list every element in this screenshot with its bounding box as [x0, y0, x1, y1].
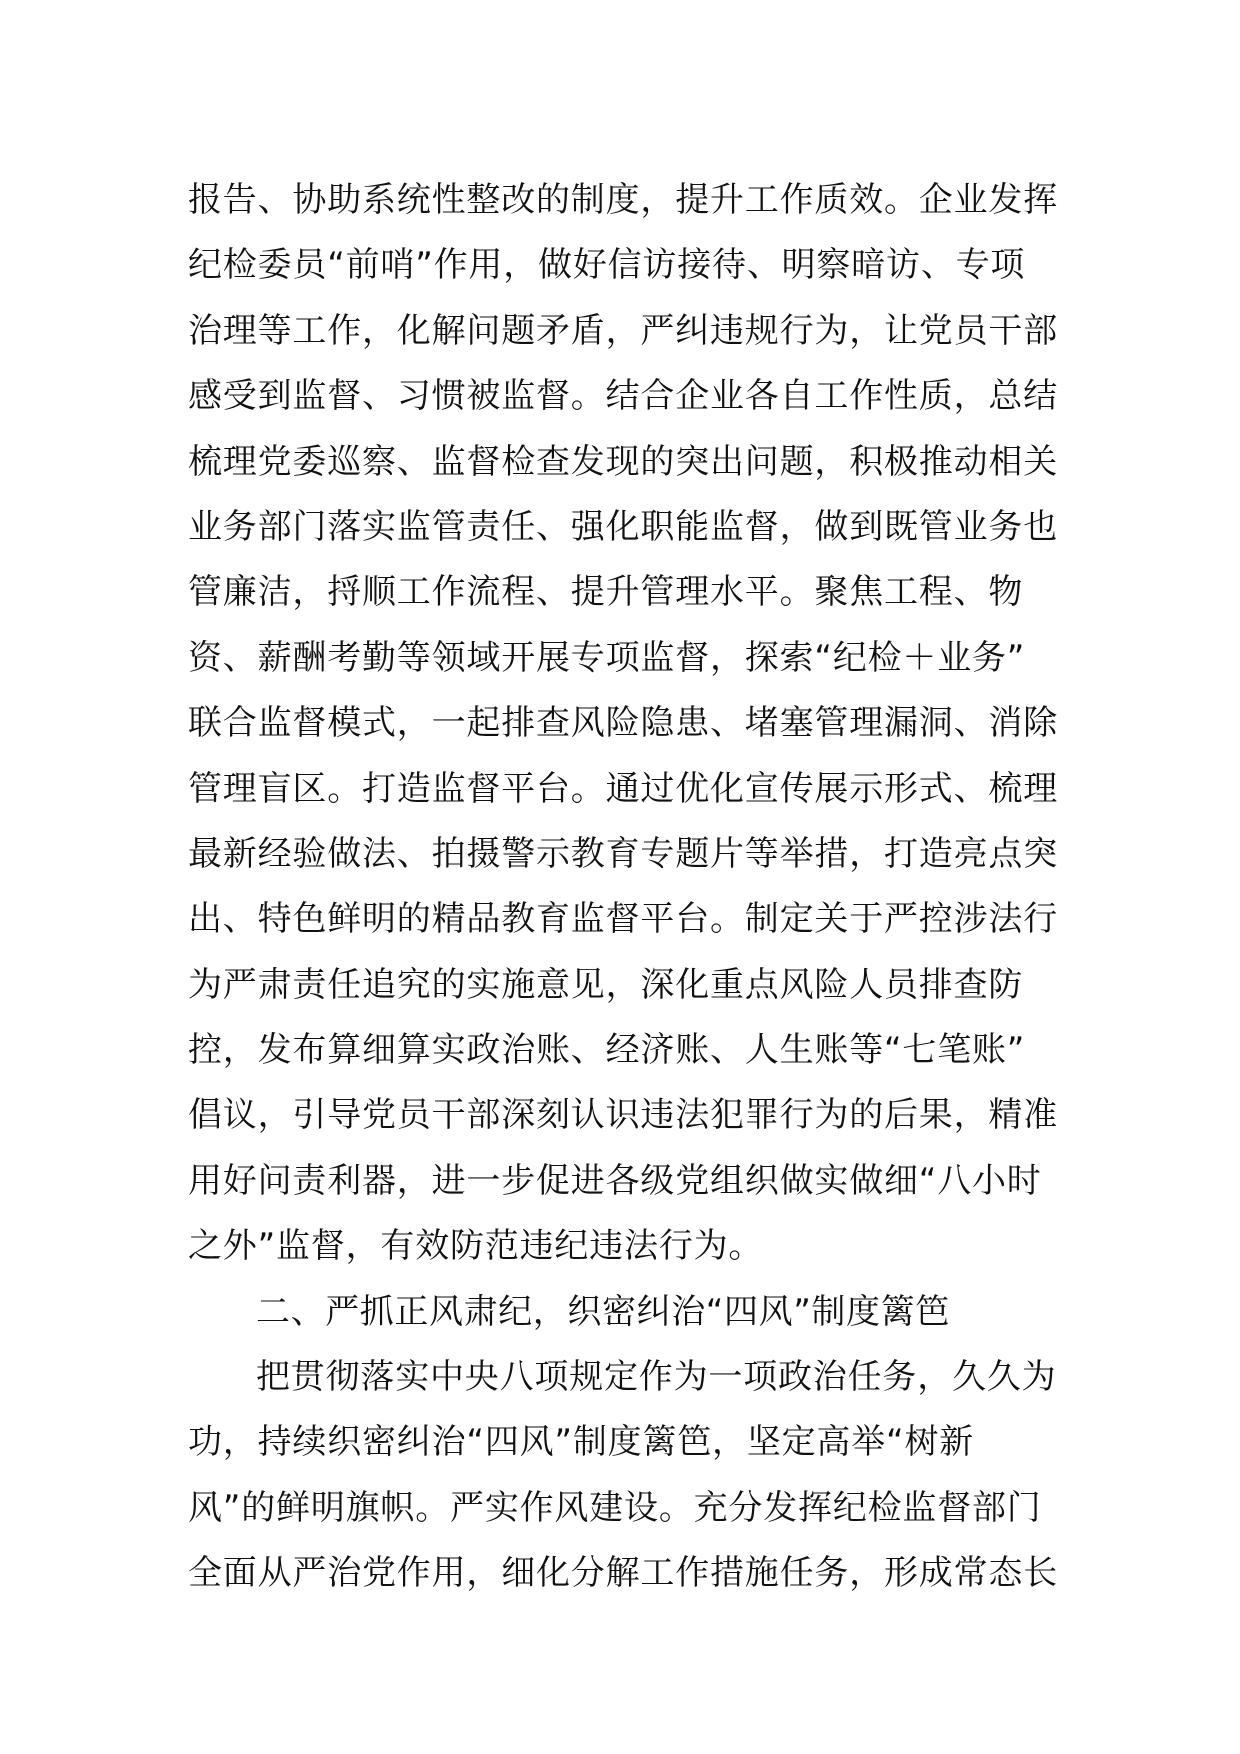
- paragraph-line: 出、特色鲜明的精品教育监督平台。制定关于严控涉法行: [188, 899, 1058, 940]
- paragraph-line: 梳理党委巡察、监督检查发现的突出问题，积极推动相关: [188, 441, 1058, 482]
- paragraph-line: 控，发布算细算实政治账、经济账、人生账等“七笔账”: [188, 1030, 1026, 1071]
- paragraph-line: 倡议，引导党员干部深刻认识违法犯罪行为的后果，精准: [188, 1095, 1058, 1136]
- document-body: [188, 168, 1058, 1607]
- paragraph-line: 业务部门落实监管责任、强化职能监督，做到既管业务也: [188, 506, 1058, 547]
- paragraph-line: 资、薪酬考勤等领域开展专项监督，探索“纪检＋业务”: [188, 637, 1026, 678]
- paragraph-line: 全面从严治党作用，细化分解工作措施任务，形成常态长: [188, 1553, 1058, 1594]
- paragraph-line: 感受到监督、习惯被监督。结合企业各自工作性质，总结: [188, 376, 1058, 417]
- paragraph-line: 联合监督模式，一起排查风险隐患、堵塞管理漏洞、消除: [188, 703, 1058, 744]
- paragraph-line: 治理等工作，化解问题矛盾，严纠违规行为，让党员干部: [188, 310, 1058, 351]
- paragraph-1: [188, 168, 1058, 1280]
- paragraph-line: 之外”监督，有效防范违纪违法行为。: [188, 1226, 764, 1267]
- paragraph-line: 管理盲区。打造监督平台。通过优化宣传展示形式、梳理: [188, 768, 1058, 809]
- paragraph-2: [188, 1345, 1058, 1607]
- paragraph-line: 管廉洁，捋顺工作流程、提升管理水平。聚焦工程、物: [188, 572, 1024, 613]
- paragraph-line: 风”的鲜明旗帜。严实作风建设。充分发挥纪检监督部门: [188, 1487, 1042, 1528]
- paragraph-line: 报告、协助系统性整改的制度，提升工作质效。企业发挥: [188, 180, 1058, 220]
- paragraph-line: 为严肃责任追究的实施意见，深化重点风险人员排查防: [188, 964, 1024, 1005]
- paragraph-line: 把贯彻落实中央八项规定作为一项政治任务，久久为: [256, 1357, 1057, 1398]
- paragraph-line: 用好问责利器，进一步促进各级党组织做实做细“八小时: [188, 1160, 1042, 1201]
- paragraph-line: 最新经验做法、拍摄警示教育专题片等举措，打造亮点突: [188, 833, 1058, 874]
- section-heading: 二、严抓正风肃纪，织密纠治“四风”制度篱笆: [256, 1291, 950, 1332]
- paragraph-line: 纪检委员“前哨”作用，做好信访接待、明察暗访、专项: [188, 245, 1026, 286]
- paragraph-line: 功，持续织密纠治“四风”制度篱笆，坚定高举“树新: [188, 1422, 975, 1463]
